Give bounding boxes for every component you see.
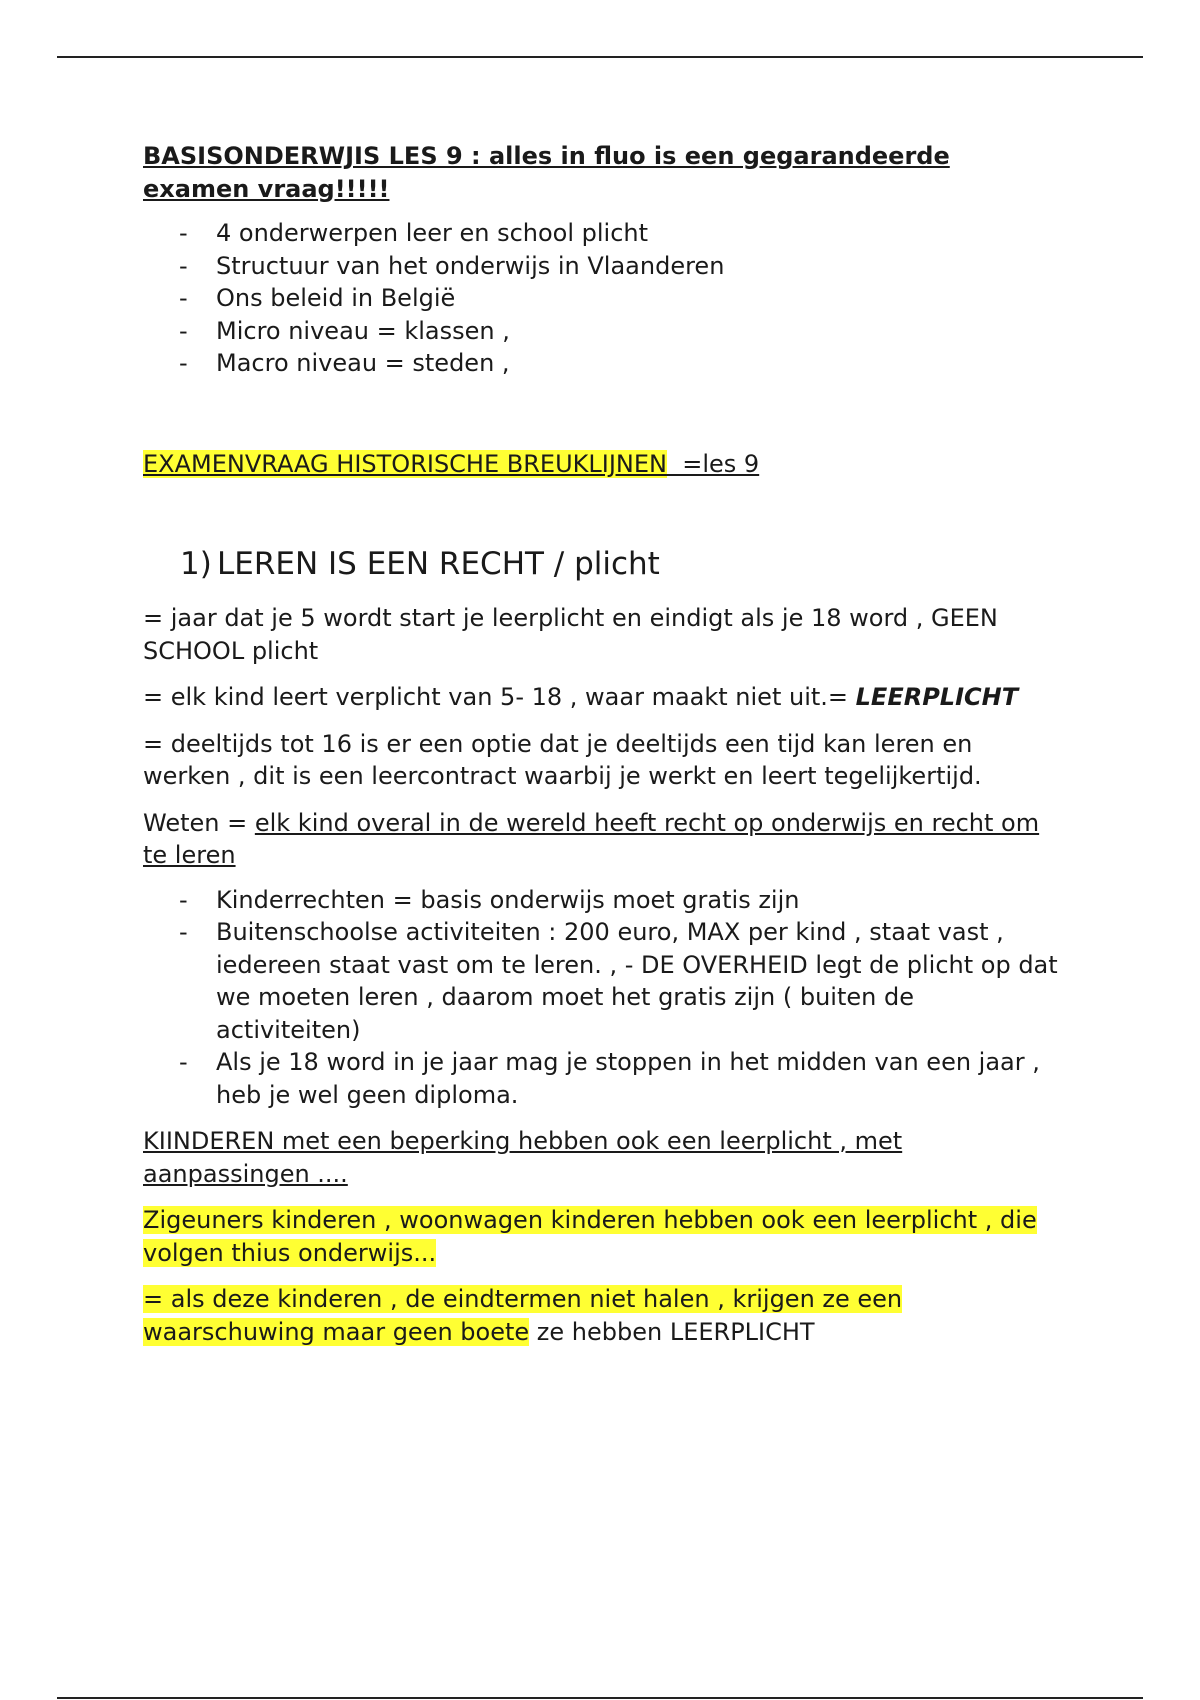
rights-list <box>143 884 1063 1112</box>
paragraph-deeltijds: = deeltijds tot 16 is er een optie dat je deeltijds een tijd kan leren en werken , dit is een leercontract waarbij je werkt en leert tegelijkertijd. <box>143 729 982 790</box>
section-number: 1) <box>180 546 212 582</box>
exam-question-tail: =les 9 <box>666 449 760 478</box>
paragraph-kinderen-beperking: KIINDEREN met een beperking hebben ook een leerplicht , met aanpassingen .... <box>143 1127 903 1188</box>
intro-list <box>143 217 1063 380</box>
paragraph-leerplicht-age <box>143 681 1063 714</box>
list-item: - 4 onderwerpen leer en school plicht <box>143 217 1063 250</box>
list-item: - Buitenschoolse activiteiten : 200 euro, MAX per kind , staat vast , iedereen staat vast om te leren. , - DE OVERHEID legt de plicht op dat we moeten leren , daarom moet het gratis zijn ( buiten de activiteiten) <box>143 916 1063 1046</box>
section-heading-text: LEREN IS EEN RECHT / plicht <box>217 546 660 582</box>
weten-underlined: elk kind overal in de wereld heeft recht op onderwijs en recht om te leren <box>143 808 1040 869</box>
exam-question-line <box>143 448 1063 481</box>
list-item: - Ons beleid in België <box>143 282 1063 315</box>
section-heading <box>143 544 1063 584</box>
eindtermen-highlight: = als deze kinderen , de eindtermen niet halen , krijgen ze een waarschuwing maar geen boete <box>143 1285 903 1346</box>
paragraph-leerplicht-start: = jaar dat je 5 wordt start je leerplicht en eindigt als je 18 word , GEEN SCHOOL plicht <box>143 604 998 665</box>
weten-label: Weten = <box>143 808 255 837</box>
page-title: BASISONDERWJIS LES 9 : alles in fluo is een gegarandeerde examen vraag!!!!! <box>143 142 950 203</box>
list-item: - Als je 18 word in je jaar mag je stoppen in het midden van een jaar , heb je wel geen diploma. <box>143 1046 1063 1111</box>
list-item: - Macro niveau = steden , <box>143 347 1063 380</box>
bottom-rule <box>57 1697 1143 1699</box>
list-item: - Structuur van het onderwijs in Vlaanderen <box>143 250 1063 283</box>
eindtermen-tail: ze hebben LEERPLICHT <box>529 1317 815 1346</box>
exam-question-highlight: EXAMENVRAAG HISTORISCHE BREUKLIJNEN <box>143 449 667 478</box>
list-item: - Kinderrechten = basis onderwijs moet gratis zijn <box>143 884 1063 917</box>
paragraph-weten <box>143 807 1063 872</box>
zigeuners-highlight: Zigeuners kinderen , woonwagen kinderen hebben ook een leerplicht , die volgen thius onderwijs... <box>143 1206 1037 1267</box>
paragraph-zigeuners <box>143 1204 1063 1269</box>
paragraph-eindtermen <box>143 1283 1063 1348</box>
emphasis-leerplicht: LEERPLICHT <box>855 683 1019 711</box>
paragraph-text: = elk kind leert verplicht van 5- 18 , waar maakt niet uit.= <box>143 683 856 711</box>
top-rule <box>57 56 1143 58</box>
list-item: - Micro niveau = klassen , <box>143 315 1063 348</box>
document-body <box>143 140 1063 1348</box>
